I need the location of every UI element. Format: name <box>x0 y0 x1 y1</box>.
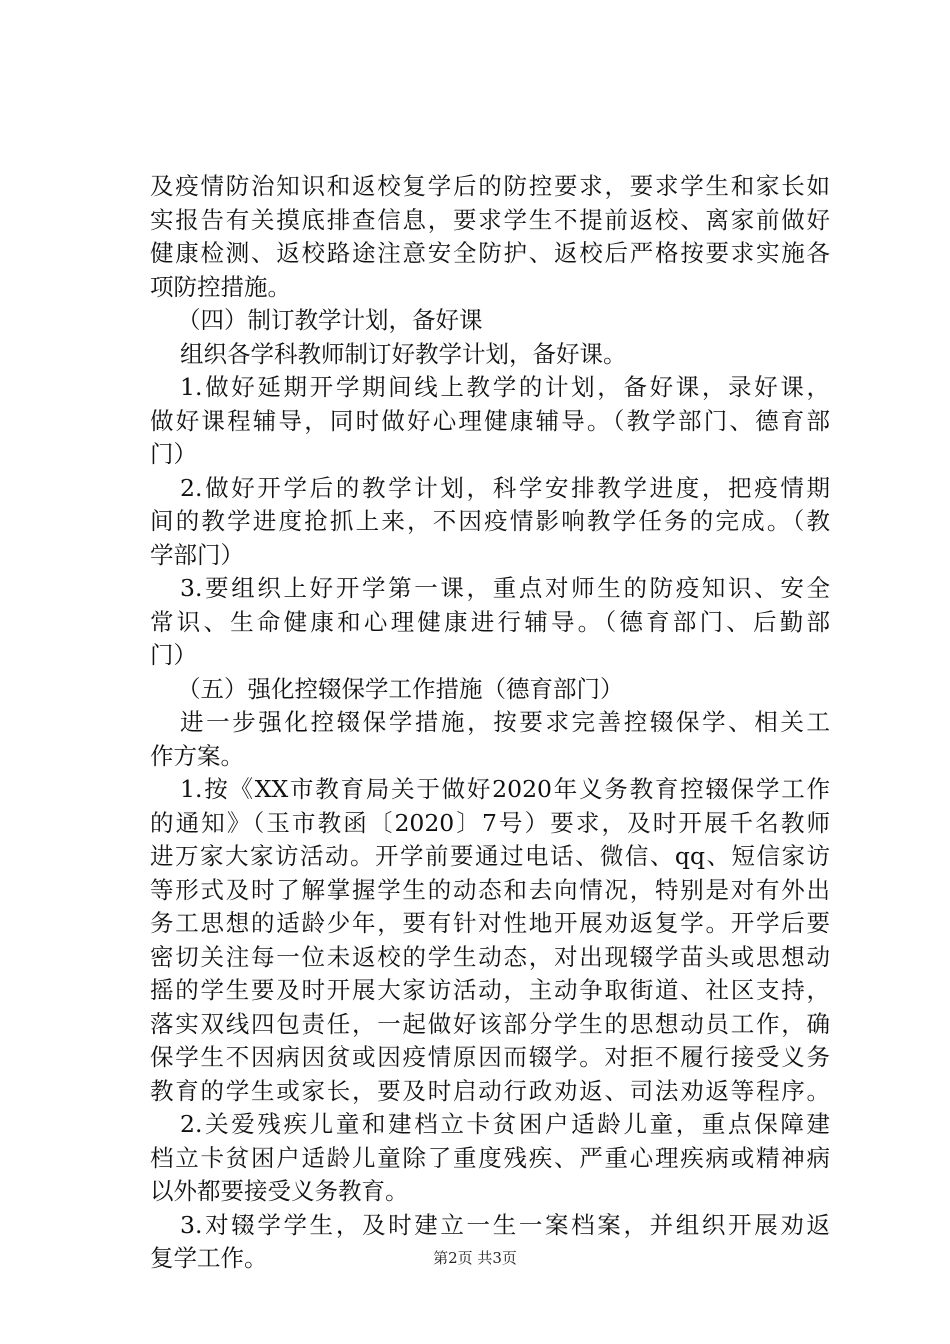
text-line: 项防控措施。 <box>150 272 291 301</box>
text-line: 2.关爱残疾儿童和建档立卡贫困户适龄儿童，重点保障建 <box>180 1110 830 1138</box>
text-line: 等形式及时了解掌握学生的动态和去向情况，特别是对有外出 <box>150 875 830 904</box>
text-line: 进万家大家访活动。开学前要通过电话、微信、qq、短信家访 <box>150 842 830 870</box>
text-line: 教育的学生或家长，要及时启动行政劝返、司法劝返等程序。 <box>150 1076 830 1105</box>
text-line: 1.做好延期开学期间线上教学的计划，备好课，录好课， <box>180 373 830 401</box>
text-line: 门） <box>150 641 197 669</box>
text-line: 以外都要接受义务教育。 <box>150 1177 409 1205</box>
text-line: 2.做好开学后的教学计划，科学安排教学进度，把疫情期 <box>180 473 830 502</box>
page-number: 第2页 共3页 <box>433 1249 517 1267</box>
text-line: 3.对辍学学生，及时建立一生一案档案，并组织开展劝返 <box>180 1210 830 1239</box>
text-line: 门） <box>150 440 197 468</box>
text-line: 组织各学科教师制订好教学计划，备好课。 <box>180 339 627 368</box>
text-line: 3.要组织上好开学第一课，重点对师生的防疫知识、安全 <box>180 574 830 602</box>
text-line: 间的教学进度抢抓上来，不因疫情影响教学任务的完成。（教 <box>150 507 830 535</box>
document-body <box>150 170 830 1276</box>
text-line: 及疫情防治知识和返校复学后的防控要求，要求学生和家长如 <box>150 172 830 200</box>
text-line: 学部门） <box>150 540 244 569</box>
text-line: 健康检测、返校路途注意安全防护、返校后严格按要求实施各 <box>150 239 830 267</box>
text-line: 落实双线四包责任，一起做好该部分学生的思想动员工作，确 <box>150 1009 830 1038</box>
text-line: 常识、生命健康和心理健康进行辅导。（德育部门、后勤部 <box>150 607 830 636</box>
text-line: 档立卡贫困户适龄儿童除了重度残疾、严重心理疾病或精神病 <box>150 1143 830 1172</box>
text-line: 实报告有关摸底排查信息，要求学生不提前返校、离家前做好 <box>150 205 830 234</box>
text-line: 的通知》（玉市教函〔2020〕7号）要求，及时开展千名教师 <box>150 808 830 837</box>
section-heading: （四）制订教学计划，备好课 <box>177 306 483 334</box>
text-line: 1.按《XX市教育局关于做好2020年义务教育控辍保学工作 <box>180 775 830 803</box>
text-line: 摇的学生要及时开展大家访活动，主动争取街道、社区支持， <box>150 976 830 1004</box>
section-heading: （五）强化控辍保学工作措施（德育部门） <box>177 674 624 703</box>
text-line: 务工思想的适龄少年，要有针对性地开展劝返复学。开学后要 <box>150 909 830 937</box>
text-line: 密切关注每一位未返校的学生动态，对出现辍学苗头或思想动 <box>150 942 830 971</box>
text-line: 做好课程辅导，同时做好心理健康辅导。（教学部门、德育部 <box>150 406 830 435</box>
text-line: 复学工作。 <box>150 1244 268 1272</box>
text-line: 保学生不因病因贫或因疫情原因而辍学。对拒不履行接受义务 <box>150 1043 830 1071</box>
text-line: 作方案。 <box>150 741 244 770</box>
text-line: 进一步强化控辍保学措施，按要求完善控辍保学、相关工 <box>180 708 830 736</box>
